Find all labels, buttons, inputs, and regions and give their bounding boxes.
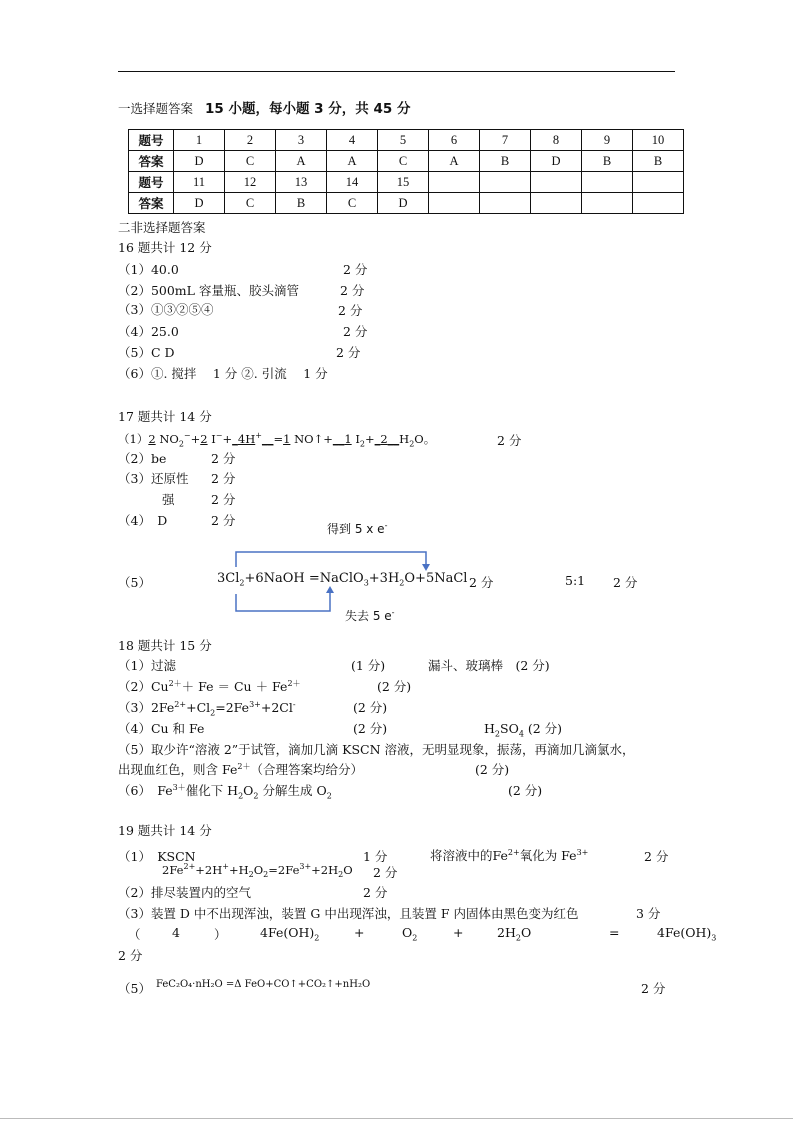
table-cell: A [429,151,480,172]
q18-extra4: $H_2SO_4$ (2 分) [484,721,563,739]
q16-line6: （6）①. 搅拌 1 分 ②. 引流 1 分 [118,366,328,381]
q16-line4: （4）25.0 [118,324,179,339]
q19-title: 19 题共计 14 分 [118,823,212,838]
table-cell: 6 [429,130,480,151]
q16-score1: 2 分 [343,262,368,277]
table-cell: 14 [327,172,378,193]
q17-species: NO [159,432,179,446]
q19-score1b: 2 分 [644,849,669,864]
table-header-cell: 答案 [129,151,174,172]
q18-title: 18 题共计 15 分 [118,638,212,653]
q17-species: I [211,432,216,446]
q17-score3b: 2 分 [211,492,236,507]
section1-label: 一选择题答案 [118,101,194,116]
q19-line3: （3）装置 D 中不出现浑浊，装置 G 中出现浑浊，且装置 F 内固体由黑色变为红色 [118,906,579,921]
table-cell: B [480,151,531,172]
table-cell: B [633,151,684,172]
q17-line3: （3）还原性 [118,471,189,486]
section1-subtitle: 15 小题，每小题 3 分，共 45 分 [205,101,411,117]
q17-line4: （4） D [118,513,168,528]
q19-l4-term1: $4Fe(OH)_2$ [260,925,320,943]
table-cell: 5 [378,130,429,151]
eq-part: +3H [368,571,400,586]
q17-species: I [355,432,360,446]
eq-part: 4Fe(OH) [260,925,315,940]
q18-line5b: 出现血红色，则含 $Fe^{2+}$（合理答案均给分） [118,761,363,777]
gain-arrow [236,552,426,567]
q18-score1: (1 分) [351,658,386,673]
table-cell: 1 [174,130,225,151]
q16-line5: （5）C D [118,345,175,360]
lose-arrow [236,592,330,611]
eq-part: 出现血红色，则含 Fe [118,762,238,777]
eq-part: （3）2Fe [118,700,175,715]
footer-rule [0,1118,793,1119]
q18-line5a: （5）取少许“溶液 2”于试管，滴加几滴 KSCN 溶液，无明显现象，振荡，再滴加几滴氯水， [118,742,635,757]
q19-line1: （1） KSCN [118,849,196,864]
q19-l4-term2: $O_2$ [402,925,418,943]
eq-part: （合理答案均给分） [250,762,363,777]
eq-part: (2 分) [523,721,563,736]
q17-coef: 1 [283,432,291,446]
table-cell: 7 [480,130,531,151]
q17-score4: 2 分 [211,513,236,528]
eq-part: O [343,862,353,877]
table-cell: D [174,151,225,172]
eq-part: 将溶液中的Fe [430,848,508,863]
q19-l4-plus1: + [354,925,365,940]
q16-score4: 2 分 [343,324,368,339]
eq-part: 氧化为 Fe [519,848,577,863]
table-cell: 4 [327,130,378,151]
q17-species: H [399,432,410,446]
q18-score6: (2 分) [508,783,543,798]
table-cell: C [225,151,276,172]
q19-score3: 3 分 [636,906,661,921]
q18-extra1: 漏斗、玻璃棒 (2 分) [428,658,550,673]
eq-part: H [484,721,495,736]
q17-score1: 2 分 [497,433,522,448]
table-cell: 2 [225,130,276,151]
gain-arrowhead [422,564,430,571]
table-cell: 3 [276,130,327,151]
eq-part: （2）Cu [118,679,169,694]
q18-line1: （1）过滤 [118,658,176,673]
electron-gain-label: 得到 5 x e- [327,521,388,536]
gain-text: 得到 5 x e [327,522,385,536]
q16-title: 16 题共计 12 分 [118,240,212,255]
table-cell: D [378,193,429,214]
q17-line3b: 强 [162,492,175,507]
q19-score2: 2 分 [363,885,388,900]
q19-line5-prefix: （5） [118,981,151,996]
eq-part: =2Fe [268,862,300,877]
q18-line2: $(2)Cu^{2+}+ Fe = Cu + Fe^{2+}$ [118,678,301,694]
q19-l4-term3: $2H_2O$ [497,925,532,943]
eq-part: O [243,783,254,798]
q17-species: NO↑+ [294,432,333,446]
table-header-cell: 题号 [129,130,174,151]
q19-l4-num: 4 [172,925,180,940]
q19-l4-open: （ [128,927,141,942]
q19-l4-term4: $4Fe(OH)_3$ [657,925,717,943]
q18-line6: （6） $Fe^{3+}$催化下 $H_2O_2$ 分解生成 $O_2$ [118,782,332,801]
q18-line3: $(3)2Fe^{2+}+Cl_2=2Fe^{3+}+2Cl^-$ [118,699,296,718]
table-cell: 10 [633,130,684,151]
q17-coef: 2 [148,432,156,446]
q19-score4: 2 分 [118,948,143,963]
eq-part: 催化下 H [185,783,239,798]
eq-part: ＋ Fe ＝ Cu ＋ Fe [181,679,288,694]
lose-text: 失去 5 e [345,609,392,623]
eq-part: +6NaOH =NaClO [244,571,364,586]
q17-l1-prefix: （1） [118,432,149,446]
eq-part: +Cl [186,700,211,715]
electron-lose-label: 失去 5 e- [345,608,395,623]
q17-title: 17 题共计 14 分 [118,409,212,424]
q19-l4-eq: = [609,925,620,940]
q17-coef: 2 [200,432,208,446]
table-cell: D [531,151,582,172]
q17-line5-prefix: （5） [118,575,151,590]
eq-part: O [520,925,532,940]
table-header-cell: 题号 [129,172,174,193]
eq-part: 3Cl [217,571,240,586]
eq-part: 2Fe [162,862,184,877]
q19-line5-equation: FeC₂O₄·nH₂O =Δ FeO+CO↑+CO₂↑+nH₂O [156,979,371,990]
table-cell: B [582,151,633,172]
table-cell: C [378,151,429,172]
eq-part: （6） Fe [118,783,173,798]
eq-part: +2H [195,862,223,877]
q19-score5: 2 分 [641,981,666,996]
table-cell: 13 [276,172,327,193]
table-cell: 15 [378,172,429,193]
eq-part: O [253,862,264,877]
table-cell: 11 [174,172,225,193]
eq-part: O [402,925,413,940]
q18-score4: (2 分) [353,721,388,736]
q17-line2: （2）be [118,451,167,466]
eq-part: 4Fe(OH) [657,925,712,940]
q17-coef: 2 [380,432,388,446]
eq-part: SO [500,721,519,736]
eq-part: 2H [497,925,516,940]
q17-ratio: 5:1 [565,573,586,588]
q16-score3: 2 分 [338,303,363,318]
table-cell: C [327,193,378,214]
q17-score5b: 2 分 [613,575,638,590]
q18-score3: (2 分) [353,700,388,715]
table-cell: C [225,193,276,214]
eq-part: =2Fe [215,700,250,715]
q16-score5: 2 分 [336,345,361,360]
q19-line2: （2）排尽装置内的空气 [118,885,251,900]
table-cell: 8 [531,130,582,151]
table-cell: 9 [582,130,633,151]
q16-score2: 2 分 [340,283,365,298]
table-cell: 12 [225,172,276,193]
q16-line2: （2）500mL 容量瓶、胶头滴管 [118,283,299,298]
q16-line3: （3）①③②⑤④ [118,302,214,317]
q16-line1: （1）40.0 [118,262,179,277]
q17-score2: 2 分 [211,451,236,466]
q19-line1b: $2Fe^{2+}+2H^++H_2O_2=2Fe^{3+}+2H_2O$ [162,862,353,880]
q19-score1: 1 分 [363,849,388,864]
q19-extra1: 将溶液中的$Fe^{2+}$氧化为 $Fe^{3+}$ [430,847,589,863]
q17-coef: 1 [344,432,352,446]
q17-coef: 4H [237,432,256,446]
section2-title: 二非选择题答案 [118,220,206,235]
table-cell: B [276,193,327,214]
table-cell: A [327,151,378,172]
q17-line5-equation: $3Cl_2+6NaOH$ $=NaClO_3+3H_2O+5NaCl$ [217,571,468,588]
q17-score3: 2 分 [211,471,236,486]
q18-score5: (2 分) [475,762,510,777]
q17-score5: 2 分 [469,575,494,590]
q17-line1: （1）2 $NO_2^-+2$ I−+_4H+__=1 NO↑+__1 $I_2+\_2\_\_H_2O$。 [118,431,436,449]
q19-l4-plus2: + [453,925,464,940]
eq-part: +H [228,862,249,877]
eq-part: +2Cl [260,700,293,715]
table-cell: D [174,193,225,214]
q19-l4-close: ） [214,927,227,942]
eq-part: O+5NaCl [404,571,468,586]
q18-score2: (2 分) [377,679,412,694]
q18-line4: （4）Cu 和 Fe [118,721,205,736]
table-cell: A [276,151,327,172]
eq-part: +2H [311,862,339,877]
table-header-cell: 答案 [129,193,174,214]
q19-score1c: 2 分 [373,865,398,880]
eq-part: 分解生成 O [258,783,327,798]
